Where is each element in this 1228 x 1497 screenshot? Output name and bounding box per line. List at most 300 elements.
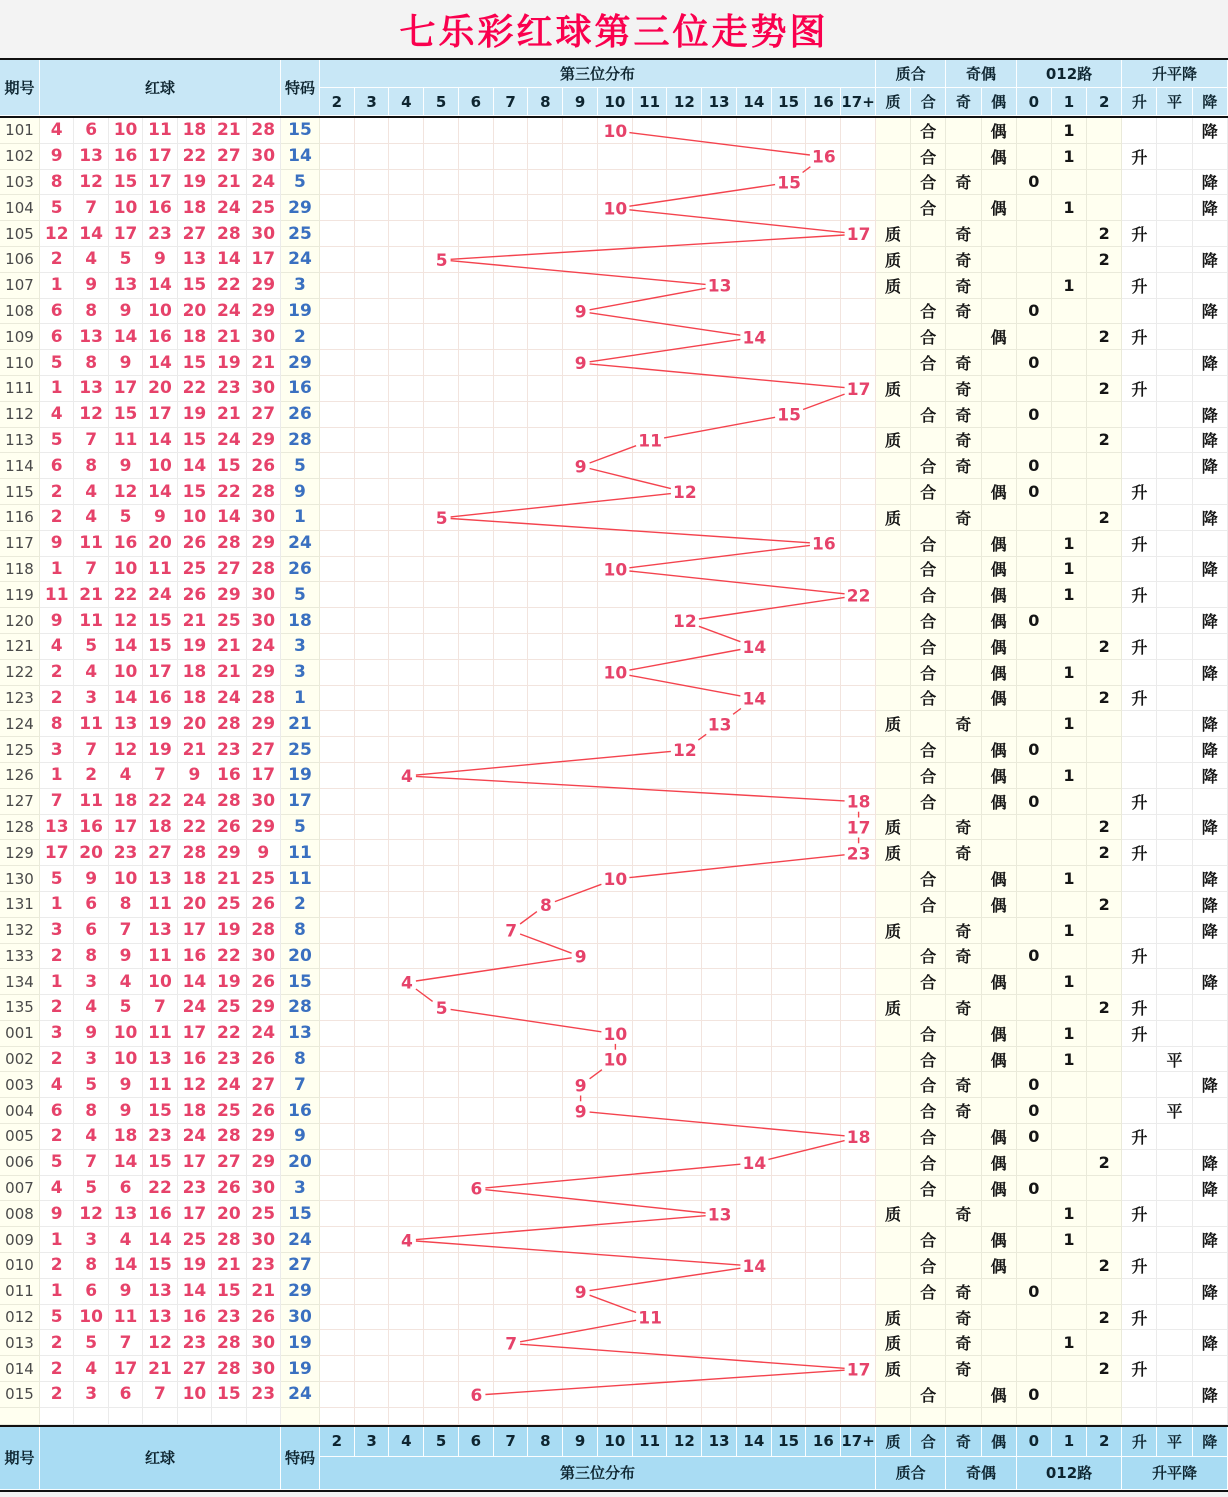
trend-point-value: 7 (505, 921, 518, 942)
ball-cell: 29 (247, 815, 281, 841)
col-header-dist-17+: 17+ (841, 88, 876, 116)
distribution-cell (459, 1201, 494, 1227)
road-1-cell: 1 (1052, 273, 1087, 299)
trend-point-value: 16 (812, 534, 836, 555)
distribution-cell (667, 195, 702, 221)
distribution-cell (702, 840, 737, 866)
distribution-cell (806, 350, 841, 376)
ball-cell: 10 (109, 118, 143, 144)
special-code-cell: 9 (281, 1124, 320, 1150)
rise-cell (1122, 866, 1157, 892)
odd-cell: 奇 (946, 1072, 981, 1098)
col-header-sub-0: 0 (1017, 88, 1052, 116)
fall-cell (1193, 634, 1228, 660)
distribution-cell (737, 531, 772, 557)
distribution-cell (424, 299, 459, 325)
even-cell (982, 1201, 1017, 1227)
distribution-cell (772, 1382, 807, 1408)
distribution-cell (667, 299, 702, 325)
road-1-cell (1052, 350, 1087, 376)
composite-cell: 合 (911, 299, 946, 325)
ball-cell: 21 (212, 634, 246, 660)
rise-cell (1122, 815, 1157, 841)
ball-cell: 14 (143, 428, 177, 454)
distribution-cell (424, 608, 459, 634)
ball-cell: 21 (178, 737, 212, 763)
road-2-cell (1087, 402, 1122, 428)
trend-point-value: 12 (673, 741, 697, 762)
distribution-cell (563, 505, 598, 531)
distribution-cell (737, 1227, 772, 1253)
ball-cell: 14 (109, 686, 143, 712)
ball-cell: 10 (109, 1047, 143, 1073)
ball-cell: 17 (143, 660, 177, 686)
distribution-cell (528, 711, 563, 737)
composite-cell (911, 376, 946, 402)
distribution-cell (702, 1356, 737, 1382)
distribution-cell (494, 350, 529, 376)
road-2-cell: 2 (1087, 376, 1122, 402)
trend-point-value: 12 (673, 483, 697, 504)
distribution-cell (528, 557, 563, 583)
distribution-cell (633, 531, 668, 557)
ball-cell: 9 (143, 247, 177, 273)
distribution-cell (563, 453, 598, 479)
ball-cell: 25 (212, 995, 246, 1021)
ball-cell: 4 (109, 969, 143, 995)
composite-cell: 合 (911, 1253, 946, 1279)
distribution-cell (667, 324, 702, 350)
distribution-cell (841, 582, 876, 608)
distribution-cell (633, 221, 668, 247)
distribution-cell (389, 1072, 424, 1098)
ball-cell: 29 (247, 1124, 281, 1150)
road-2-cell: 2 (1087, 428, 1122, 454)
even-cell (982, 1072, 1017, 1098)
distribution-cell (528, 1072, 563, 1098)
distribution-cell (494, 840, 529, 866)
ball-cell: 22 (143, 789, 177, 815)
ball-cell: 11 (143, 1072, 177, 1098)
distribution-cell (737, 660, 772, 686)
distribution-cell (633, 479, 668, 505)
distribution-cell (841, 195, 876, 221)
distribution-cell (355, 866, 390, 892)
ball-cell: 17 (178, 918, 212, 944)
distribution-cell (667, 918, 702, 944)
distribution-cell (528, 402, 563, 428)
distribution-cell (494, 789, 529, 815)
distribution-cell (667, 402, 702, 428)
distribution-cell (320, 531, 355, 557)
special-code-cell: 24 (281, 1227, 320, 1253)
distribution-cell (667, 1201, 702, 1227)
ball-cell: 28 (212, 1356, 246, 1382)
ball-cell: 25 (247, 1201, 281, 1227)
ball-cell: 29 (247, 660, 281, 686)
road-1-cell: 1 (1052, 195, 1087, 221)
road-0-cell (1017, 686, 1052, 712)
composite-cell: 合 (911, 608, 946, 634)
distribution-cell (563, 1227, 598, 1253)
road-2-cell (1087, 763, 1122, 789)
ball-cell: 10 (143, 299, 177, 325)
road-1-cell (1052, 944, 1087, 970)
road-0-cell (1017, 118, 1052, 144)
distribution-cell (528, 815, 563, 841)
odd-cell (946, 1124, 981, 1150)
ball-cell: 28 (212, 1227, 246, 1253)
distribution-cell (806, 118, 841, 144)
distribution-cell (841, 428, 876, 454)
distribution-cell (424, 737, 459, 763)
prime-cell (876, 402, 911, 428)
odd-cell: 奇 (946, 247, 981, 273)
distribution-cell (563, 273, 598, 299)
period-cell: 003 (0, 1072, 40, 1098)
distribution-cell (320, 815, 355, 841)
fall-cell: 降 (1193, 918, 1228, 944)
road-2-cell (1087, 789, 1122, 815)
distribution-cell (528, 686, 563, 712)
distribution-cell (702, 866, 737, 892)
distribution-cell (772, 1279, 807, 1305)
ball-cell: 6 (74, 118, 108, 144)
flat-cell (1157, 944, 1192, 970)
distribution-cell (772, 686, 807, 712)
special-code-cell: 29 (281, 195, 320, 221)
ball-cell: 4 (74, 479, 108, 505)
distribution-cell (528, 1201, 563, 1227)
road-0-cell (1017, 918, 1052, 944)
period-cell: 114 (0, 453, 40, 479)
road-2-cell (1087, 582, 1122, 608)
distribution-cell (598, 995, 633, 1021)
col-header-sub-平: 平 (1157, 88, 1192, 116)
distribution-cell (806, 686, 841, 712)
distribution-cell (528, 453, 563, 479)
distribution-cell (528, 273, 563, 299)
flat-cell (1157, 479, 1192, 505)
period-cell: 013 (0, 1330, 40, 1356)
distribution-cell (841, 1072, 876, 1098)
road-2-cell: 2 (1087, 634, 1122, 660)
trend-point-value: 13 (707, 276, 732, 297)
distribution-cell (737, 247, 772, 273)
composite-cell (911, 1408, 946, 1425)
road-1-cell: 1 (1052, 1227, 1087, 1253)
col-header-dist-2: 2 (320, 88, 355, 116)
distribution-cell (702, 608, 737, 634)
col-header-sub-合: 合 (911, 88, 946, 116)
distribution-cell (355, 660, 390, 686)
ball-cell: 28 (178, 840, 212, 866)
distribution-cell (424, 402, 459, 428)
distribution-cell (389, 1176, 424, 1202)
composite-cell: 合 (911, 1150, 946, 1176)
distribution-cell (355, 428, 390, 454)
distribution-cell (563, 1408, 598, 1425)
ball-cell: 24 (143, 582, 177, 608)
distribution-cell (737, 118, 772, 144)
road-2-cell: 2 (1087, 1305, 1122, 1331)
distribution-cell (389, 1356, 424, 1382)
distribution-cell (737, 1176, 772, 1202)
ball-cell: 18 (178, 1098, 212, 1124)
distribution-cell (806, 1201, 841, 1227)
prime-cell (876, 1408, 911, 1425)
footer-dist-5: 5 (424, 1427, 459, 1457)
ball-cell: 23 (143, 221, 177, 247)
footer-prime-composite-group: 质合 (876, 1457, 946, 1490)
distribution-cell (320, 324, 355, 350)
ball-cell: 8 (40, 711, 74, 737)
fall-cell (1193, 1201, 1228, 1227)
distribution-cell (702, 1305, 737, 1331)
ball-cell: 15 (212, 453, 246, 479)
distribution-cell (320, 195, 355, 221)
distribution-cell (772, 376, 807, 402)
period-cell: 115 (0, 479, 40, 505)
distribution-cell (667, 1047, 702, 1073)
distribution-cell (633, 1124, 668, 1150)
odd-cell: 奇 (946, 711, 981, 737)
distribution-cell (737, 582, 772, 608)
composite-cell (911, 505, 946, 531)
distribution-cell (806, 428, 841, 454)
distribution-cell (598, 118, 633, 144)
odd-cell (946, 892, 981, 918)
special-code-cell: 2 (281, 892, 320, 918)
distribution-cell (633, 1176, 668, 1202)
distribution-cell (389, 995, 424, 1021)
ball-cell: 11 (109, 1305, 143, 1331)
ball-cell: 14 (212, 505, 246, 531)
prime-cell (876, 299, 911, 325)
ball-cell: 22 (109, 582, 143, 608)
footer-sub-0: 0 (1017, 1427, 1052, 1457)
distribution-cell (633, 1047, 668, 1073)
ball-cell: 18 (178, 660, 212, 686)
even-cell: 偶 (982, 531, 1017, 557)
ball-cell: 12 (74, 1201, 108, 1227)
distribution-cell (424, 557, 459, 583)
trend-point-value: 10 (603, 1050, 628, 1071)
flat-cell (1157, 402, 1192, 428)
trend-point-value: 9 (574, 302, 587, 323)
distribution-cell (320, 1330, 355, 1356)
road-2-cell: 2 (1087, 324, 1122, 350)
distribution-cell (841, 273, 876, 299)
ball-cell: 26 (178, 531, 212, 557)
prime-cell (876, 582, 911, 608)
distribution-cell (424, 453, 459, 479)
distribution-cell (772, 170, 807, 196)
distribution-cell (633, 918, 668, 944)
distribution-cell (424, 1021, 459, 1047)
ball-cell: 12 (143, 1330, 177, 1356)
ball-cell: 7 (74, 428, 108, 454)
distribution-cell (320, 944, 355, 970)
fall-cell (1193, 324, 1228, 350)
road-0-cell (1017, 273, 1052, 299)
distribution-cell (737, 815, 772, 841)
ball-cell: 11 (40, 582, 74, 608)
flat-cell (1157, 144, 1192, 170)
distribution-cell (563, 634, 598, 660)
rise-cell (1122, 350, 1157, 376)
distribution-cell (667, 376, 702, 402)
distribution-cell (633, 1021, 668, 1047)
distribution-cell (737, 350, 772, 376)
ball-cell: 12 (40, 221, 74, 247)
distribution-cell (772, 866, 807, 892)
distribution-cell (563, 350, 598, 376)
composite-cell: 合 (911, 144, 946, 170)
distribution-cell (667, 505, 702, 531)
distribution-cell (841, 557, 876, 583)
distribution-cell (598, 273, 633, 299)
ball-cell: 4 (74, 505, 108, 531)
distribution-cell (841, 1176, 876, 1202)
ball-cell: 19 (178, 1253, 212, 1279)
even-cell: 偶 (982, 479, 1017, 505)
ball-cell: 17 (40, 840, 74, 866)
distribution-cell (633, 247, 668, 273)
distribution-cell (528, 737, 563, 763)
period-cell: 119 (0, 582, 40, 608)
ball-cell: 7 (40, 789, 74, 815)
distribution-cell (355, 402, 390, 428)
period-cell: 118 (0, 557, 40, 583)
road-1-cell (1052, 1150, 1087, 1176)
trend-point-value: 6 (470, 1386, 483, 1407)
odd-cell (946, 789, 981, 815)
distribution-cell (528, 840, 563, 866)
rise-cell (1122, 428, 1157, 454)
trend-point-value: 15 (777, 173, 801, 194)
rise-cell (1122, 1227, 1157, 1253)
distribution-cell (806, 1176, 841, 1202)
ball-cell: 15 (109, 170, 143, 196)
distribution-cell (563, 1253, 598, 1279)
road-2-cell (1087, 118, 1122, 144)
even-cell: 偶 (982, 763, 1017, 789)
flat-cell (1157, 737, 1192, 763)
ball-cell (212, 1408, 246, 1425)
distribution-cell (424, 995, 459, 1021)
ball-cell: 21 (212, 402, 246, 428)
composite-cell: 合 (911, 582, 946, 608)
distribution-cell (320, 711, 355, 737)
distribution-cell (355, 1305, 390, 1331)
distribution-cell (806, 195, 841, 221)
distribution-cell (667, 1253, 702, 1279)
fall-cell (1193, 840, 1228, 866)
ball-cell: 30 (247, 1227, 281, 1253)
fall-cell: 降 (1193, 428, 1228, 454)
ball-cell: 5 (109, 505, 143, 531)
footer-dist-15: 15 (772, 1427, 807, 1457)
distribution-cell (737, 995, 772, 1021)
distribution-cell (841, 608, 876, 634)
road-2-cell (1087, 1382, 1122, 1408)
road-2-cell: 2 (1087, 505, 1122, 531)
ball-cell: 12 (178, 1072, 212, 1098)
road-1-cell (1052, 1098, 1087, 1124)
odd-cell: 奇 (946, 170, 981, 196)
distribution-cell (737, 1253, 772, 1279)
special-code-cell: 26 (281, 402, 320, 428)
composite-cell (911, 428, 946, 454)
distribution-cell (737, 1382, 772, 1408)
distribution-cell (737, 1356, 772, 1382)
flat-cell (1157, 1356, 1192, 1382)
ball-cell: 26 (178, 582, 212, 608)
distribution-cell (424, 144, 459, 170)
road-1-cell: 1 (1052, 1047, 1087, 1073)
footer-sub-降: 降 (1193, 1427, 1228, 1457)
flat-cell (1157, 815, 1192, 841)
distribution-cell (389, 1021, 424, 1047)
ball-cell: 29 (247, 711, 281, 737)
distribution-cell (772, 737, 807, 763)
distribution-cell (806, 1047, 841, 1073)
distribution-cell (389, 1279, 424, 1305)
road-0-cell (1017, 1305, 1052, 1331)
ball-cell: 3 (40, 737, 74, 763)
special-code-cell: 8 (281, 1047, 320, 1073)
road-0-cell: 0 (1017, 299, 1052, 325)
ball-cell: 22 (178, 144, 212, 170)
ball-cell: 13 (143, 1279, 177, 1305)
period-cell: 135 (0, 995, 40, 1021)
flat-cell (1157, 170, 1192, 196)
special-code-cell: 13 (281, 1021, 320, 1047)
col-header-dist-4: 4 (389, 88, 424, 116)
fall-cell: 降 (1193, 1330, 1228, 1356)
ball-cell: 23 (178, 1176, 212, 1202)
prime-cell: 质 (876, 273, 911, 299)
distribution-cell (563, 995, 598, 1021)
distribution-cell (737, 1305, 772, 1331)
odd-cell (946, 763, 981, 789)
distribution-cell (320, 453, 355, 479)
ball-cell: 11 (143, 1021, 177, 1047)
prime-cell: 质 (876, 505, 911, 531)
distribution-cell (563, 144, 598, 170)
period-cell: 011 (0, 1279, 40, 1305)
odd-cell (946, 1382, 981, 1408)
table-header (0, 58, 1228, 118)
ball-cell: 9 (74, 273, 108, 299)
distribution-cell (598, 1176, 633, 1202)
distribution-cell (494, 815, 529, 841)
distribution-cell (528, 1330, 563, 1356)
ball-cell: 8 (74, 350, 108, 376)
distribution-cell (806, 376, 841, 402)
distribution-cell (841, 1382, 876, 1408)
odd-cell (946, 1227, 981, 1253)
distribution-cell (806, 995, 841, 1021)
fall-cell: 降 (1193, 1227, 1228, 1253)
period-cell: 014 (0, 1356, 40, 1382)
composite-cell: 合 (911, 118, 946, 144)
special-code-cell: 25 (281, 737, 320, 763)
distribution-cell (667, 1305, 702, 1331)
trend-point-value: 9 (574, 1076, 587, 1097)
distribution-cell (806, 763, 841, 789)
